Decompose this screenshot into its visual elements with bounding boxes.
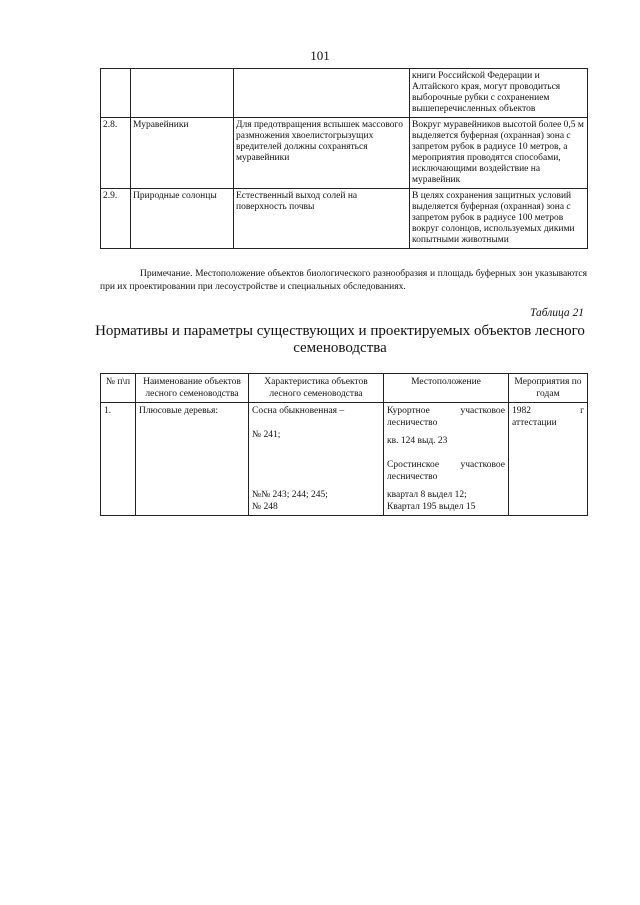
object-reason: Естественный выход солей на поверхность почвы — [234, 189, 410, 249]
object-events — [509, 403, 588, 516]
row-number — [101, 69, 131, 118]
table-row — [101, 69, 588, 118]
location-line: кв. 124 выд. 23 — [387, 436, 448, 446]
object-measures: Вокруг муравейников высотой более 0,5 м выделяется буферная (охранная) зона с запретом рубок в радиусе 10 метров, а мероприятия проводятся способами, исключающими воздействие на муравейник — [410, 118, 588, 189]
seed-objects-table — [100, 373, 588, 516]
row-number: 2.9. — [101, 189, 131, 249]
table-title: Нормативы и параметры существующих и проектируемых объектов лесного семеноводства — [95, 323, 585, 356]
location-line: Квартал 195 выдел 15 — [387, 502, 476, 512]
page-number: 101 — [310, 48, 330, 63]
location-line: лесничество — [387, 472, 438, 482]
header-location: Местоположение — [384, 374, 509, 403]
location-line: лесничество — [387, 418, 438, 428]
characteristic-line: № 248 — [252, 502, 278, 512]
object-reason — [234, 69, 410, 118]
table-row — [101, 189, 588, 249]
object-name — [131, 69, 234, 118]
object-reason: Для предотвращения вспышек массового размножения хвоелистогрызущих вредителей должны сохраняться муравейники — [234, 118, 410, 189]
object-name: Муравейники — [131, 118, 234, 189]
row-number: 1. — [101, 403, 136, 516]
object-measures: В целях сохранения защитных условий выделяется буферная (охранная) зона с запретом рубок в радиусе 100 метров вокруг солонцов, используемых дикими копытными животными — [410, 189, 588, 249]
characteristic-line: №№ 243; 244; 245; — [252, 490, 328, 500]
characteristic-line: № 241; — [252, 430, 281, 440]
object-measures: книги Российской Федерации и Алтайского края, могут проводиться выборочные рубки с сохранением вышеперечисленных объектов — [410, 69, 588, 118]
table-header-row — [101, 374, 588, 403]
event-text: аттестации — [512, 418, 557, 428]
table-label: Таблица 21 — [529, 307, 584, 319]
location-line: квартал 8 выдел 12; — [387, 490, 467, 500]
header-number: № п\п — [101, 374, 136, 403]
object-name: Природные солонцы — [131, 189, 234, 249]
object-location — [384, 403, 509, 516]
object-characteristic — [249, 403, 384, 516]
header-characteristic: Характеристика объектов лесного семеноводства — [249, 374, 384, 403]
biodiversity-table-continued — [100, 68, 588, 249]
object-name: Плюсовые деревья: — [136, 403, 249, 516]
note-paragraph: Примечание. Местоположение объектов биологического разнообразия и площадь буферных зон указываются при их проектировании при лесоустройстве и специальных обследованиях. — [100, 269, 587, 292]
row-number: 2.8. — [101, 118, 131, 189]
location-line: Сростинское участковое — [387, 460, 505, 470]
location-line: Курортное участковое — [387, 406, 505, 416]
characteristic-line: Сосна обыкновенная – — [252, 406, 345, 416]
table-row — [101, 403, 588, 516]
header-events: Мероприятия по годам — [509, 374, 588, 403]
event-year-line: 1982 г — [512, 406, 584, 416]
header-name: Наименование объектов лесного семеноводства — [136, 374, 249, 403]
table-row — [101, 118, 588, 189]
